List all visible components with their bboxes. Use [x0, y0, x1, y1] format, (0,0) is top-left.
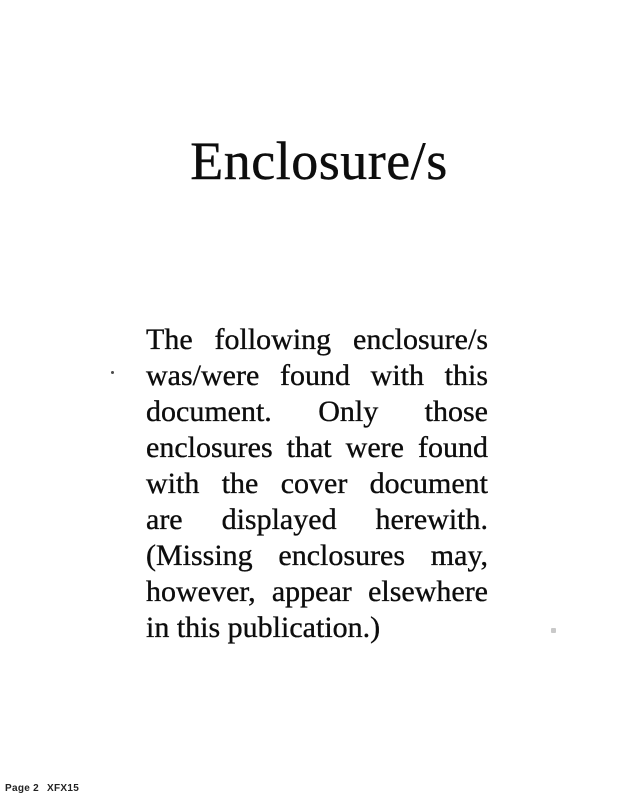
- body-line: in this publication.): [146, 611, 381, 644]
- page-footer: [5, 783, 79, 794]
- body-line: with the cover document: [146, 467, 488, 500]
- footer-doc-code: XFX15: [47, 783, 80, 794]
- body-line: however, appear elsewhere: [146, 575, 488, 608]
- body-line: (Missing enclosures may,: [146, 539, 488, 572]
- body-line: enclosures that were found: [146, 431, 488, 464]
- body-line: was/were found with this: [146, 359, 488, 392]
- body-line: are displayed herewith.: [146, 503, 488, 536]
- body-line: document. Only those: [146, 395, 488, 428]
- page-title: Enclosure/s: [190, 131, 448, 191]
- footer-page-number: Page 2: [5, 783, 40, 794]
- scan-artifact-dot: [111, 371, 114, 374]
- body-paragraph: [146, 322, 488, 646]
- body-line: The following enclosure/s: [146, 323, 488, 356]
- scan-artifact-speck: [551, 628, 556, 633]
